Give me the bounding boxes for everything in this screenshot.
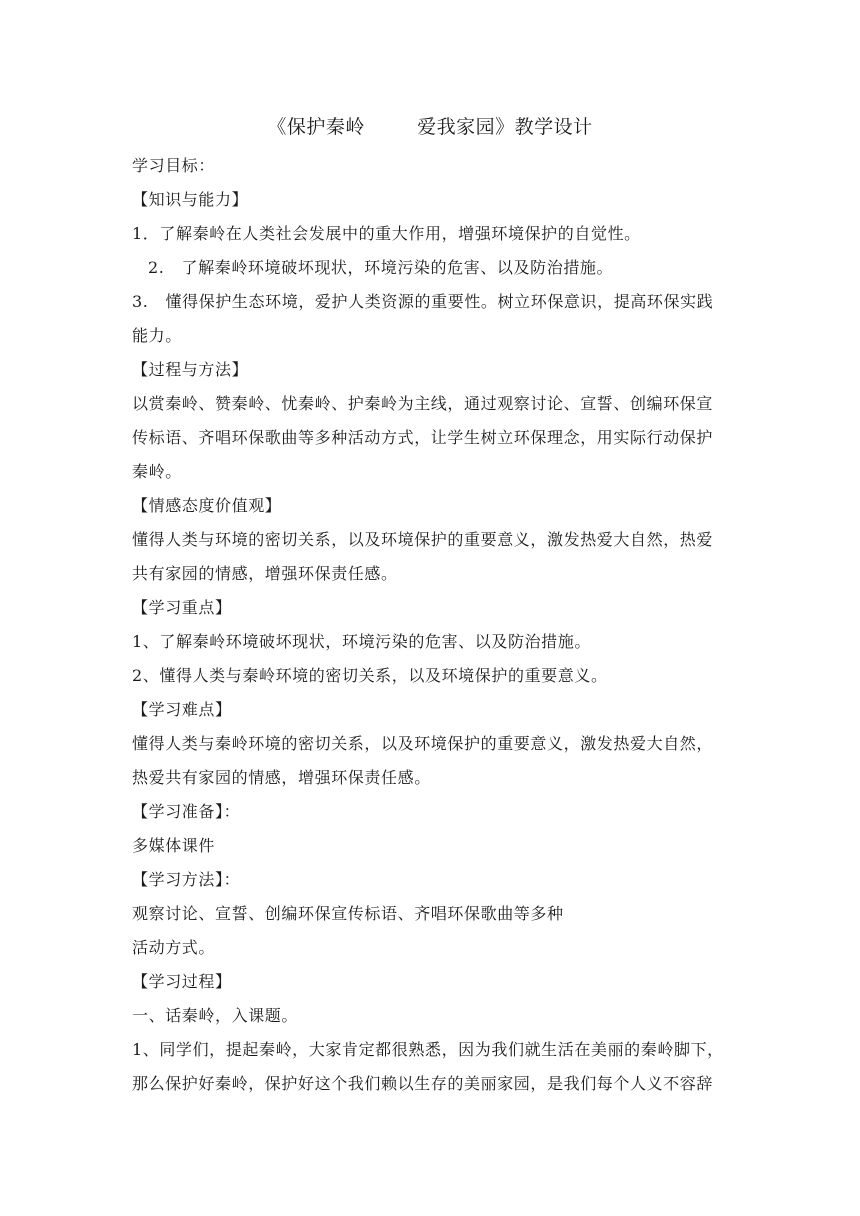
paragraph-line: 那么保护好秦岭，保护好这个我们赖以生存的美丽家园，是我们每个人义不容辞 [132, 1074, 714, 1093]
paragraph-line: 秦岭。 [132, 462, 182, 481]
paragraph-line: 传标语、齐唱环保歌曲等多种活动方式，让学生树立环保理念，用实际行动保护 [132, 428, 714, 447]
section-heading: 【学习方法】： [132, 870, 241, 889]
section-heading: 【情感态度价值观】 [132, 496, 282, 515]
section-heading: 【学习难点】 [132, 700, 232, 719]
paragraph-line: 2. 了解秦岭环境破坏现状，环境污染的危害、以及防治措施。 [148, 258, 614, 277]
paragraph-line: 多媒体课件 [132, 836, 216, 855]
section-heading: 【学习准备】： [132, 802, 241, 821]
document-title: 《保护秦岭 爱我家园》教学设计 [267, 116, 593, 138]
paragraph-line: 懂得人类与环境的密切关系，以及环境保护的重要意义，激发热爱大自然，热爱 [132, 530, 714, 549]
paragraph-line: 能力。 [132, 326, 182, 345]
paragraph-line: 懂得人类与秦岭环境的密切关系，以及环境保护的重要意义，激发热爱大自然， [132, 734, 714, 753]
paragraph-line: 共有家园的情感，增强环保责任感。 [132, 564, 398, 583]
paragraph-line: 2、懂得人类与秦岭环境的密切关系，以及环境保护的重要意义。 [132, 666, 608, 685]
paragraph-line: 1、同学们，提起秦岭，大家肯定都很熟悉，因为我们就生活在美丽的秦岭脚下， [132, 1040, 724, 1059]
paragraph-line: 活动方式。 [132, 938, 216, 957]
paragraph-line: 观察讨论、宣誓、创编环保宣传标语、齐唱环保歌曲等多种 [132, 904, 564, 923]
paragraph-line: 3. 懂得保护生态环境，爱护人类资源的重要性。树立环保意识，提高环保实践 [132, 292, 714, 311]
section-heading: 【知识与能力】 [132, 190, 249, 209]
section-heading: 【学习过程】 [132, 972, 232, 991]
section-heading: 【学习重点】 [132, 598, 232, 617]
paragraph-line: 一、话秦岭，入课题。 [132, 1006, 299, 1025]
paragraph-line: 以赏秦岭、赞秦岭、忧秦岭、护秦岭为主线，通过观察讨论、宣誓、创编环保宣 [132, 394, 714, 413]
section-label: 学习目标： [132, 156, 216, 175]
paragraph-line: 热爱共有家园的情感，增强环保责任感。 [132, 768, 431, 787]
paragraph-line: 1．了解秦岭在人类社会发展中的重大作用，增强环境保护的自觉性。 [132, 224, 641, 243]
paragraph-line: 1、了解秦岭环境破坏现状，环境污染的危害、以及防治措施。 [132, 632, 591, 651]
section-heading: 【过程与方法】 [132, 360, 249, 379]
